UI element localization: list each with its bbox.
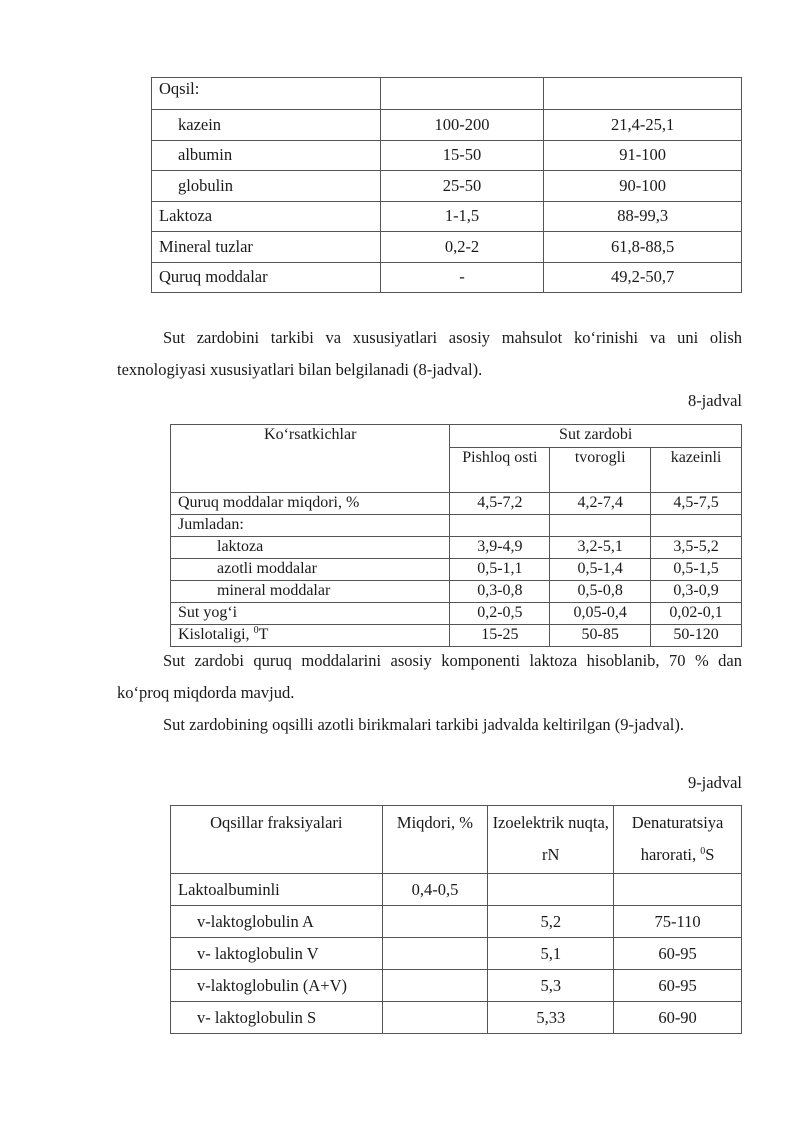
table-cell: v-laktoglobulin A	[171, 906, 383, 938]
table-cell: 4,2-7,4	[550, 493, 651, 515]
table-row	[171, 537, 742, 559]
table-cell: 0,3-0,9	[651, 581, 742, 603]
table-cell: 4,5-7,2	[450, 493, 550, 515]
header-cell: Miqdori, %	[382, 806, 488, 874]
table-cell: 25-50	[380, 171, 544, 202]
table-cell: 100-200	[380, 110, 544, 141]
table-cell: Quruq moddalar miqdori, %	[171, 493, 450, 515]
table-cell: laktoza	[171, 537, 450, 559]
table-cell: kazein	[152, 110, 381, 141]
header-cell: Ko‘rsatkichlar	[171, 425, 450, 493]
cell-text: T	[258, 626, 269, 643]
table-cell	[382, 906, 488, 938]
table-cell: 0,5-1,5	[651, 559, 742, 581]
table-cell: 88-99,3	[544, 201, 742, 232]
table-cell	[382, 970, 488, 1002]
table-7-continued	[151, 77, 742, 293]
table-label: 9-jadval	[687, 773, 742, 792]
table-cell: 5,2	[488, 906, 614, 938]
paragraph: Sut zardobining oqsilli azotli birikmalari tarkibi jadvalda keltirilgan (9-jadval).	[163, 715, 684, 734]
table-cell: 0,4-0,5	[382, 874, 488, 906]
table-cell: 15-25	[450, 625, 550, 647]
table-cell: Sut yog‘i	[171, 603, 450, 625]
header-cell: Pishloq osti	[450, 448, 550, 493]
table-cell: 0,3-0,8	[450, 581, 550, 603]
table-cell: 50-85	[550, 625, 651, 647]
table-8	[170, 424, 742, 647]
header-cell: tvorogli	[550, 448, 651, 493]
table-cell	[614, 874, 742, 906]
table-cell: v- laktoglobulin S	[171, 1002, 383, 1034]
superscript: 0	[700, 846, 706, 857]
table-cell: 21,4-25,1	[544, 110, 742, 141]
table-cell: 91-100	[544, 140, 742, 171]
table-row	[171, 970, 742, 1002]
table-cell: 75-110	[614, 906, 742, 938]
table-row	[171, 581, 742, 603]
superscript: 0	[253, 625, 259, 636]
table-cell: 3,2-5,1	[550, 537, 651, 559]
table-cell: 0,5-1,4	[550, 559, 651, 581]
header-text: Denaturatsiya harorati,	[631, 813, 724, 864]
table-cell	[550, 515, 651, 537]
table-cell: 4,5-7,5	[651, 493, 742, 515]
paragraph: Sut zardobi quruq moddalarini asosiy komponenti laktoza hisoblanib, 70 % dan ko‘proq miqdorda mavjud.	[117, 651, 742, 702]
cell-text: Kislotaligi,	[178, 626, 254, 643]
table-cell: 60-95	[614, 970, 742, 1002]
table-cell: 49,2-50,7	[544, 262, 742, 293]
table-row	[171, 603, 742, 625]
table-cell: 5,1	[488, 938, 614, 970]
table-cell: 50-120	[651, 625, 742, 647]
table-row	[171, 874, 742, 906]
table-cell: 5,3	[488, 970, 614, 1002]
header-cell: Izoelektrik nuqta, rN	[488, 806, 614, 874]
header-cell: Sut zardobi	[450, 425, 742, 448]
header-cell: kazeinli	[651, 448, 742, 493]
table-cell: 15-50	[380, 140, 544, 171]
table-cell: globulin	[152, 171, 381, 202]
table-cell: v-laktoglobulin (A+V)	[171, 970, 383, 1002]
table-cell	[171, 625, 450, 647]
table-cell: 61,8-88,5	[544, 232, 742, 263]
table-row	[152, 110, 742, 141]
table-row	[152, 140, 742, 171]
table-row	[152, 232, 742, 263]
table-cell	[488, 874, 614, 906]
table-cell: Mineral tuzlar	[152, 232, 381, 263]
table-cell: 3,9-4,9	[450, 537, 550, 559]
table-row	[171, 559, 742, 581]
table-cell: 60-95	[614, 938, 742, 970]
table-cell	[544, 78, 742, 110]
table-cell: 0,05-0,4	[550, 603, 651, 625]
header-text: S	[705, 845, 715, 864]
header-cell	[614, 806, 742, 874]
table-header-row	[171, 806, 742, 874]
table-row	[171, 1002, 742, 1034]
table-cell: 90-100	[544, 171, 742, 202]
table-cell: 0,2-2	[380, 232, 544, 263]
table-row	[152, 78, 742, 110]
table-row	[171, 938, 742, 970]
table-cell: 0,02-0,1	[651, 603, 742, 625]
table-row	[171, 515, 742, 537]
table-row	[152, 171, 742, 202]
table-cell: Quruq moddalar	[152, 262, 381, 293]
table-cell	[380, 78, 544, 110]
table-cell: Oqsil:	[152, 78, 381, 110]
table-cell: Laktoalbuminli	[171, 874, 383, 906]
table-row	[152, 262, 742, 293]
table-cell: Laktoza	[152, 201, 381, 232]
table-cell: -	[380, 262, 544, 293]
table-row	[152, 201, 742, 232]
table-cell: v- laktoglobulin V	[171, 938, 383, 970]
table-cell: Jumladan:	[171, 515, 450, 537]
header-cell: Oqsillar fraksiyalari	[171, 806, 383, 874]
table-cell: 1-1,5	[380, 201, 544, 232]
table-label: 8-jadval	[687, 391, 742, 410]
table-cell: 0,2-0,5	[450, 603, 550, 625]
table-cell	[382, 938, 488, 970]
table-cell: 60-90	[614, 1002, 742, 1034]
table-cell: mineral moddalar	[171, 581, 450, 603]
table-9	[170, 805, 742, 1034]
table-row	[171, 625, 742, 647]
paragraph: Sut zardobini tarkibi va xususiyatlari asosiy mahsulot ko‘rinishi va uni olish texnologiyasi xususiyatlari bilan belgilanadi (8-jadval).	[117, 328, 742, 379]
table-cell	[651, 515, 742, 537]
table-cell: 0,5-1,1	[450, 559, 550, 581]
table-header-row	[171, 425, 742, 448]
table-cell: 3,5-5,2	[651, 537, 742, 559]
table-row	[171, 493, 742, 515]
table-cell: 0,5-0,8	[550, 581, 651, 603]
table-cell: 5,33	[488, 1002, 614, 1034]
table-row	[171, 906, 742, 938]
table-cell: azotli moddalar	[171, 559, 450, 581]
table-cell: albumin	[152, 140, 381, 171]
table-cell	[450, 515, 550, 537]
table-cell	[382, 1002, 488, 1034]
